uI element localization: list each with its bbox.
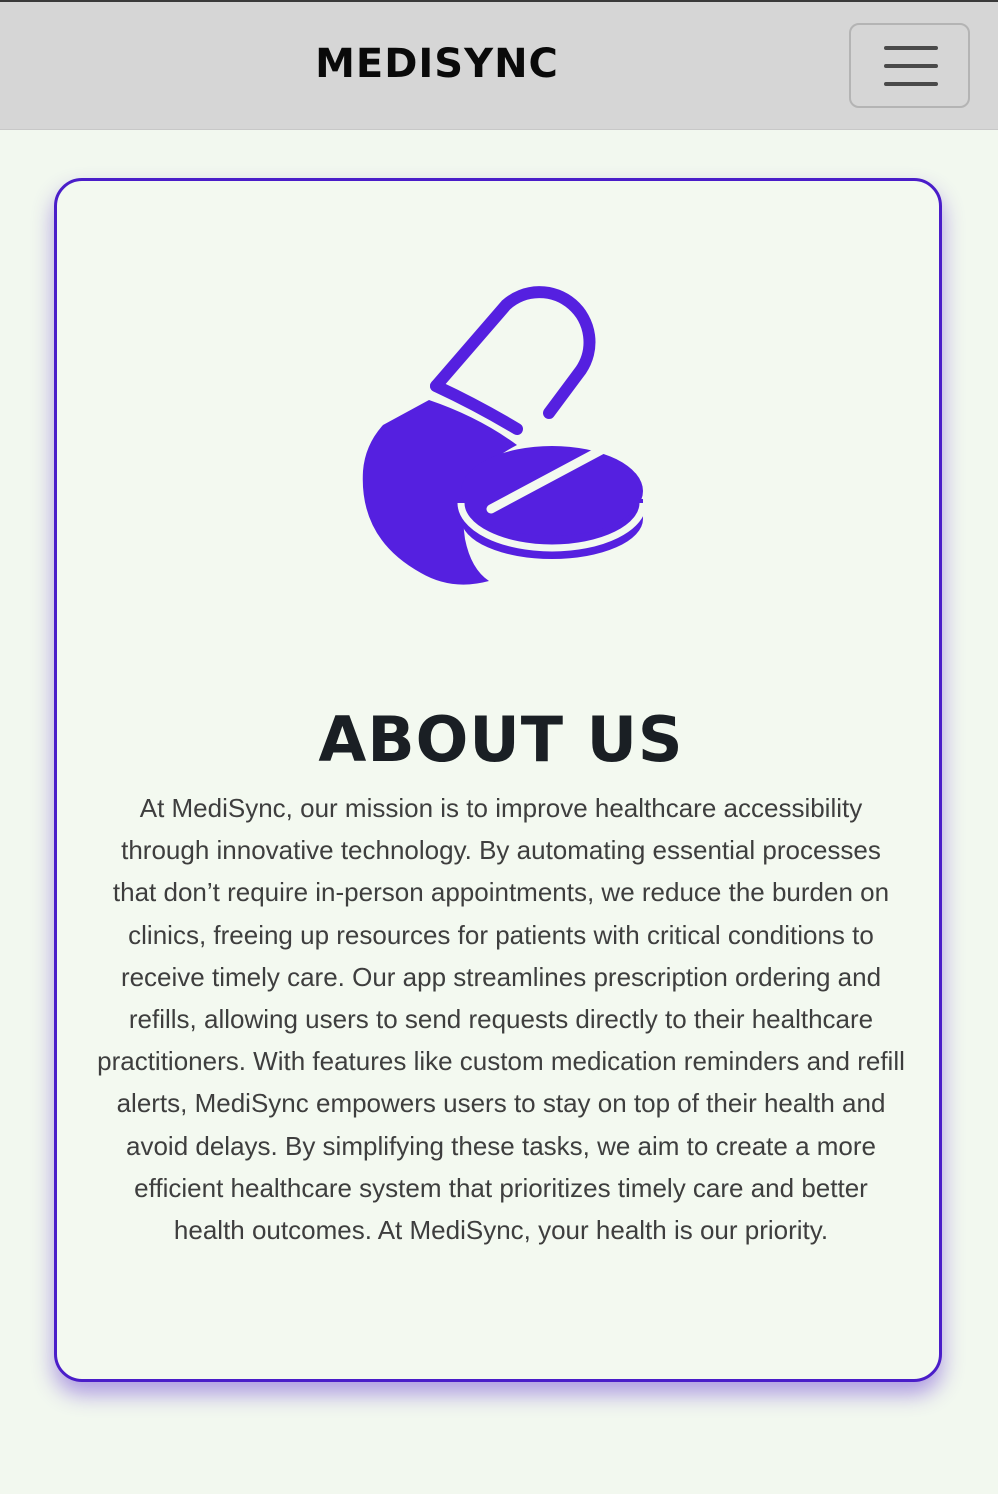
menu-toggle-button[interactable]: [849, 23, 970, 108]
pills-icon: [357, 277, 657, 589]
brand-logo[interactable]: MEDISYNC: [315, 41, 559, 87]
about-us-description: At MediSync, our mission is to improve healthcare accessibility through innovative technology. By automating essential processes that don’t require in-person appointments, we reduce the burden on clinics, freeing up resources for patients with critical conditions to receive timely care. Our app streamlines prescription ordering and refills, allowing users to send requests directly to their healthcare practitioners. With features like custom medication reminders and refill alerts, MediSync empowers users to stay on top of their health and avoid delays. By simplifying these tasks, we aim to create a more efficient healthcare system that prioritizes timely care and better health outcomes. At MediSync, your health is our priority.: [97, 793, 905, 1246]
about-us-card: [54, 178, 942, 1382]
about-us-heading: ABOUT US: [318, 702, 684, 776]
top-navbar: [0, 0, 998, 130]
